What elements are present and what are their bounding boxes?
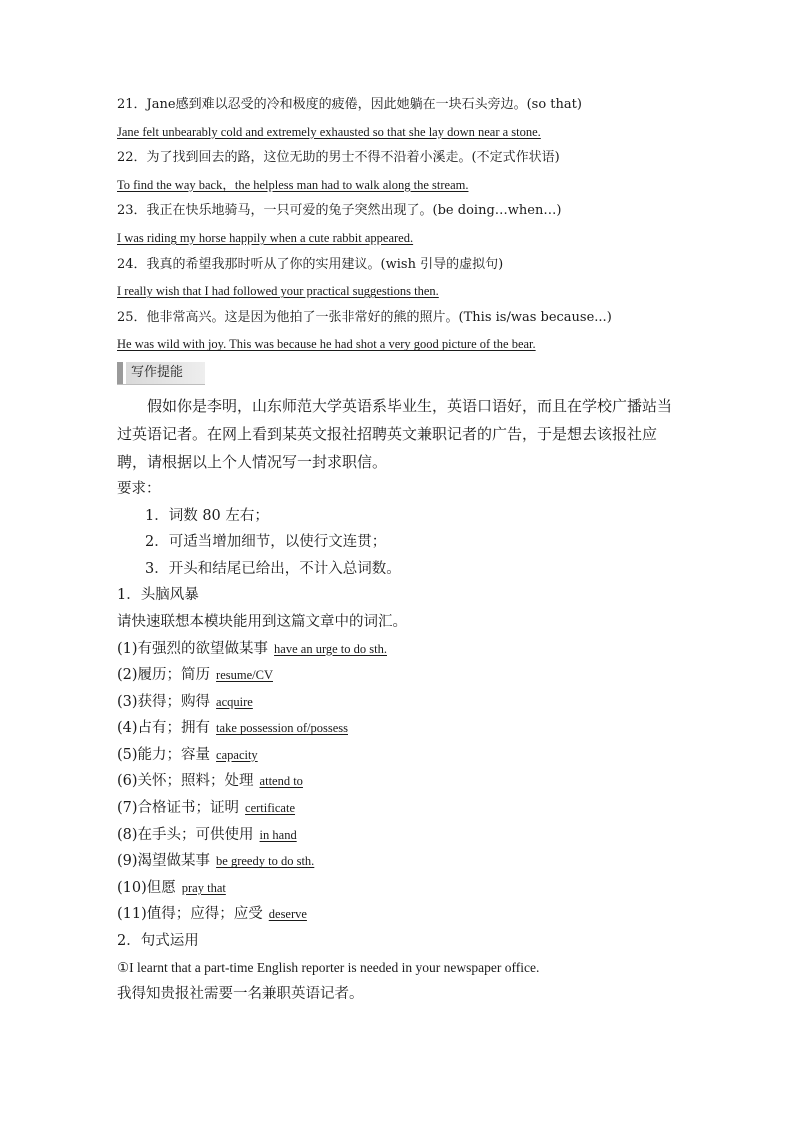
vocab-term: (6)关怀；照料；处理 <box>117 773 254 790</box>
vocab-answer: in hand <box>259 827 297 842</box>
vocab-answer: acquire <box>216 694 253 709</box>
vocab-item <box>117 715 683 742</box>
translation-exercises <box>117 92 683 358</box>
patterns-heading: 2．句式运用 <box>117 933 199 950</box>
answer-24: I really wish that I had followed your practical suggestions then. <box>117 284 439 299</box>
requirement-item: 1．词数 80 左右； <box>145 507 269 524</box>
requirement-item: 2．可适当增加细节，以使行文连贯； <box>145 534 387 551</box>
section-title: 写作提能 <box>131 364 184 380</box>
vocab-term: (9)渴望做某事 <box>117 853 211 870</box>
vocab-answer: have an urge to do sth. <box>274 641 387 656</box>
vocab-item <box>117 901 683 928</box>
question-25: 25．他非常高兴。这是因为他拍了一张非常好的熊的照片。(This is/was because...) <box>117 309 612 325</box>
vocab-item <box>117 848 683 875</box>
vocab-item <box>117 662 683 689</box>
vocab-answer: pray that <box>181 880 226 895</box>
answer-25: He was wild with joy. This was because he had shot a very good picture of the bear. <box>117 337 536 352</box>
question-22: 22．为了找到回去的路，这位无助的男士不得不沿着小溪走。(不定式作状语) <box>117 150 560 166</box>
brainstorm-intro: 请快速联想本模块能用到这篇文章中的词汇。 <box>117 613 407 630</box>
vocab-term: (3)获得；购得 <box>117 693 211 710</box>
answer-22: To find the way back，the helpless man had to walk along the stream. <box>117 177 469 192</box>
section-header <box>117 362 683 384</box>
requirement-item: 3．开头和结尾已给出，不计入总词数。 <box>145 560 401 577</box>
answer-23: I was riding my horse happily when a cute rabbit appeared. <box>117 230 414 245</box>
writing-prompt: 假如你是李明，山东师范大学英语系毕业生，英语口语好，而且在学校广播站当过英语记者。在网上看到某英文报社招聘英文兼职记者的广告，于是想去该报社应聘，请根据以上个人情况写一封求职信。 <box>117 396 673 471</box>
vocab-term: (8)在手头；可供使用 <box>117 826 254 843</box>
vocab-item <box>117 822 683 849</box>
vocab-item <box>117 689 683 716</box>
vocab-item <box>117 768 683 795</box>
vocab-answer: take possession of/possess <box>216 721 348 736</box>
vocab-answer: attend to <box>259 774 303 789</box>
vocab-term: (11)值得；应得；应受 <box>117 906 263 923</box>
question-24: 24．我真的希望我那时听从了你的实用建议。(wish 引导的虚拟句) <box>117 256 504 272</box>
vocab-term: (2)履历；简历 <box>117 667 211 684</box>
vocab-answer: be greedy to do sth. <box>216 854 315 869</box>
question-21: 21．Jane感到难以忍受的冷和极度的疲倦，因此她躺在一块石头旁边。(so that) <box>117 97 582 112</box>
vocab-answer: capacity <box>216 747 258 762</box>
vocab-term: (5)能力；容量 <box>117 746 211 763</box>
vocab-answer: resume/CV <box>216 668 273 683</box>
vocab-item <box>117 875 683 902</box>
question-23: 23．我正在快乐地骑马，一只可爱的兔子突然出现了。(be doing…when…) <box>117 203 562 219</box>
vocab-item <box>117 795 683 822</box>
pattern-sentence: ①I learnt that a part-time English reporter is needed in your newspaper office. <box>117 959 540 975</box>
vocab-term: (10)但愿 <box>117 879 176 896</box>
vocab-item <box>117 742 683 769</box>
document-page <box>117 92 683 1008</box>
brainstorm-heading: 1．头脑风暴 <box>117 587 199 604</box>
vocab-list <box>117 636 683 929</box>
vocab-answer: deserve <box>268 907 307 922</box>
answer-21: Jane felt unbearably cold and extremely exhausted so that she lay down near a stone. <box>117 124 541 139</box>
requirements-label: 要求： <box>117 480 161 497</box>
section-tab <box>117 362 205 385</box>
vocab-term: (4)占有；拥有 <box>117 720 211 737</box>
vocab-answer: certificate <box>245 801 296 816</box>
pattern-translation: 我得知贵报社需要一名兼职英语记者。 <box>117 986 364 1003</box>
vocab-term: (7)合格证书；证明 <box>117 800 240 817</box>
vocab-term: (1)有强烈的欲望做某事 <box>117 640 269 657</box>
vocab-item <box>117 636 683 663</box>
